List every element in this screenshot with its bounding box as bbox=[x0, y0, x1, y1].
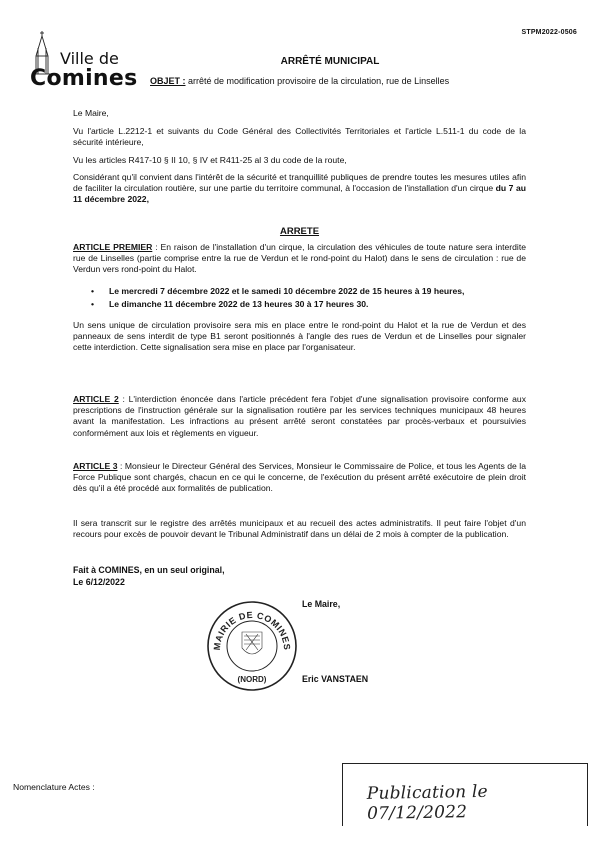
article-1-paragraph-2: Un sens unique de circulation provisoire sera mis en place entre le rond-point du Halot et la rue de Verdun et des panneaux de sens interdit de type B1 seront positionnés à l'angle des rues de Verdun et de Linselles pour signaler cette interdiction. Cette signalisation sera mise en place par l'organisateur. bbox=[73, 320, 526, 353]
article-3-text: : Monsieur le Directeur Général des Services, Monsieur le Commissaire de Police, et tous les Agents de la Force Publique sont chargés, chacun en ce qui le concerne, de l'exécution du présent arrêté exécutoire de plein droit dès qu'il a été procédé aux formalités de publication. bbox=[73, 461, 526, 494]
stamp-top-text: MAIRIE DE COMINES bbox=[211, 609, 293, 651]
bullet-item: • Le dimanche 11 décembre 2022 de 13 heures 30 à 17 heures 30. bbox=[109, 299, 526, 310]
document-reference: STPM2022-0506 bbox=[521, 29, 577, 36]
vu-paragraph-1: Vu l'article L.2212-1 et suivants du Code Général des Collectivités Territoriales et l'article L.511-1 du code de la sécurité intérieure, bbox=[73, 126, 526, 148]
arrete-heading: ARRETE bbox=[279, 226, 320, 237]
logo-line-2: Comines bbox=[30, 66, 138, 91]
article-1-bullets bbox=[73, 286, 526, 310]
bullet-item: • Le mercredi 7 décembre 2022 et le samedi 10 décembre 2022 de 15 heures à 19 heures, bbox=[109, 286, 526, 297]
nomenclature-label: Nomenclature Actes : bbox=[13, 782, 95, 792]
article-2-label: ARTICLE 2 bbox=[73, 394, 119, 404]
publication-box bbox=[342, 763, 588, 826]
publication-handwritten-text: Publication le 07/12/2022 bbox=[366, 781, 488, 824]
signatory-name: Eric VANSTAEN bbox=[302, 674, 369, 684]
transcription-paragraph: Il sera transcrit sur le registre des arrêtés municipaux et au recueil des actes administratifs. Il peut faire l'objet d'un recours pour excès de pouvoir devant le Tribunal Administratif dans un délai de 2 mois à compter de la publication. bbox=[73, 518, 526, 540]
mairie-stamp bbox=[204, 598, 300, 694]
objet-label: OBJET : bbox=[150, 76, 186, 86]
article-2-text: : L'interdiction énoncée dans l'article précédent fera l'objet d'une signalisation provisoire conforme aux prescriptions de l'instruction générale sur la signalisation routière par les services techniques municipaux 48 heures avant la manifestation. Les infractions au présent arrêté seront constatées par procès-verbaux et poursuivies conformément aux lois et règlements en vigueur. bbox=[73, 394, 526, 438]
article-1-paragraph bbox=[73, 242, 526, 276]
logo-line-1: Ville de bbox=[60, 49, 119, 68]
objet-line bbox=[150, 76, 580, 86]
objet-text: arrêté de modification provisoire de la circulation, rue de Linselles bbox=[188, 76, 450, 86]
svg-text:MAIRIE DE COMINES bbox=[212, 610, 292, 651]
article-1-text: : En raison de l'installation d'un cirque, la circulation des véhicules de toute nature sera interdite rue de Linselles (partie comprise entre la rue de Verdun et le rond-point du Halot) dans le sens de circulation : rue de Verdun vers rond-point du Halot. bbox=[73, 242, 527, 275]
considerant-text: Considérant qu'il convient dans l'intérêt de la sécurité et tranquillité publiques de prendre toutes les mesures utiles afin de faciliter la circulation routière, sur une partie du territoire communal, à l'occasion de l'installation d'un cirque bbox=[73, 171, 526, 194]
article-1 bbox=[73, 242, 526, 354]
closing-block bbox=[73, 565, 225, 588]
article-1-label: ARTICLE PREMIER bbox=[73, 242, 153, 252]
comines-logo bbox=[20, 30, 138, 91]
vu-paragraph-2: Vu les articles R417-10 § II 10, § IV et R411-25 al 3 du code de la route, bbox=[73, 154, 347, 165]
le-maire-intro: Le Maire, bbox=[73, 108, 109, 118]
fait-a-line: Fait à COMINES, en un seul original, bbox=[73, 565, 225, 575]
article-3 bbox=[73, 461, 526, 495]
article-3-label: ARTICLE 3 bbox=[73, 461, 118, 471]
considerant-dates: du 7 au 11 décembre 2022, bbox=[73, 183, 526, 205]
closing-date: Le 6/12/2022 bbox=[73, 576, 125, 587]
document-title: ARRÊTÉ MUNICIPAL bbox=[280, 56, 380, 67]
considerant-paragraph bbox=[73, 172, 526, 206]
preamble bbox=[73, 108, 526, 205]
stamp-bottom-text: (NORD) bbox=[237, 675, 267, 684]
coat-of-arms-icon bbox=[242, 632, 262, 654]
signature-title: Le Maire, bbox=[302, 599, 341, 609]
article-2 bbox=[73, 394, 526, 439]
